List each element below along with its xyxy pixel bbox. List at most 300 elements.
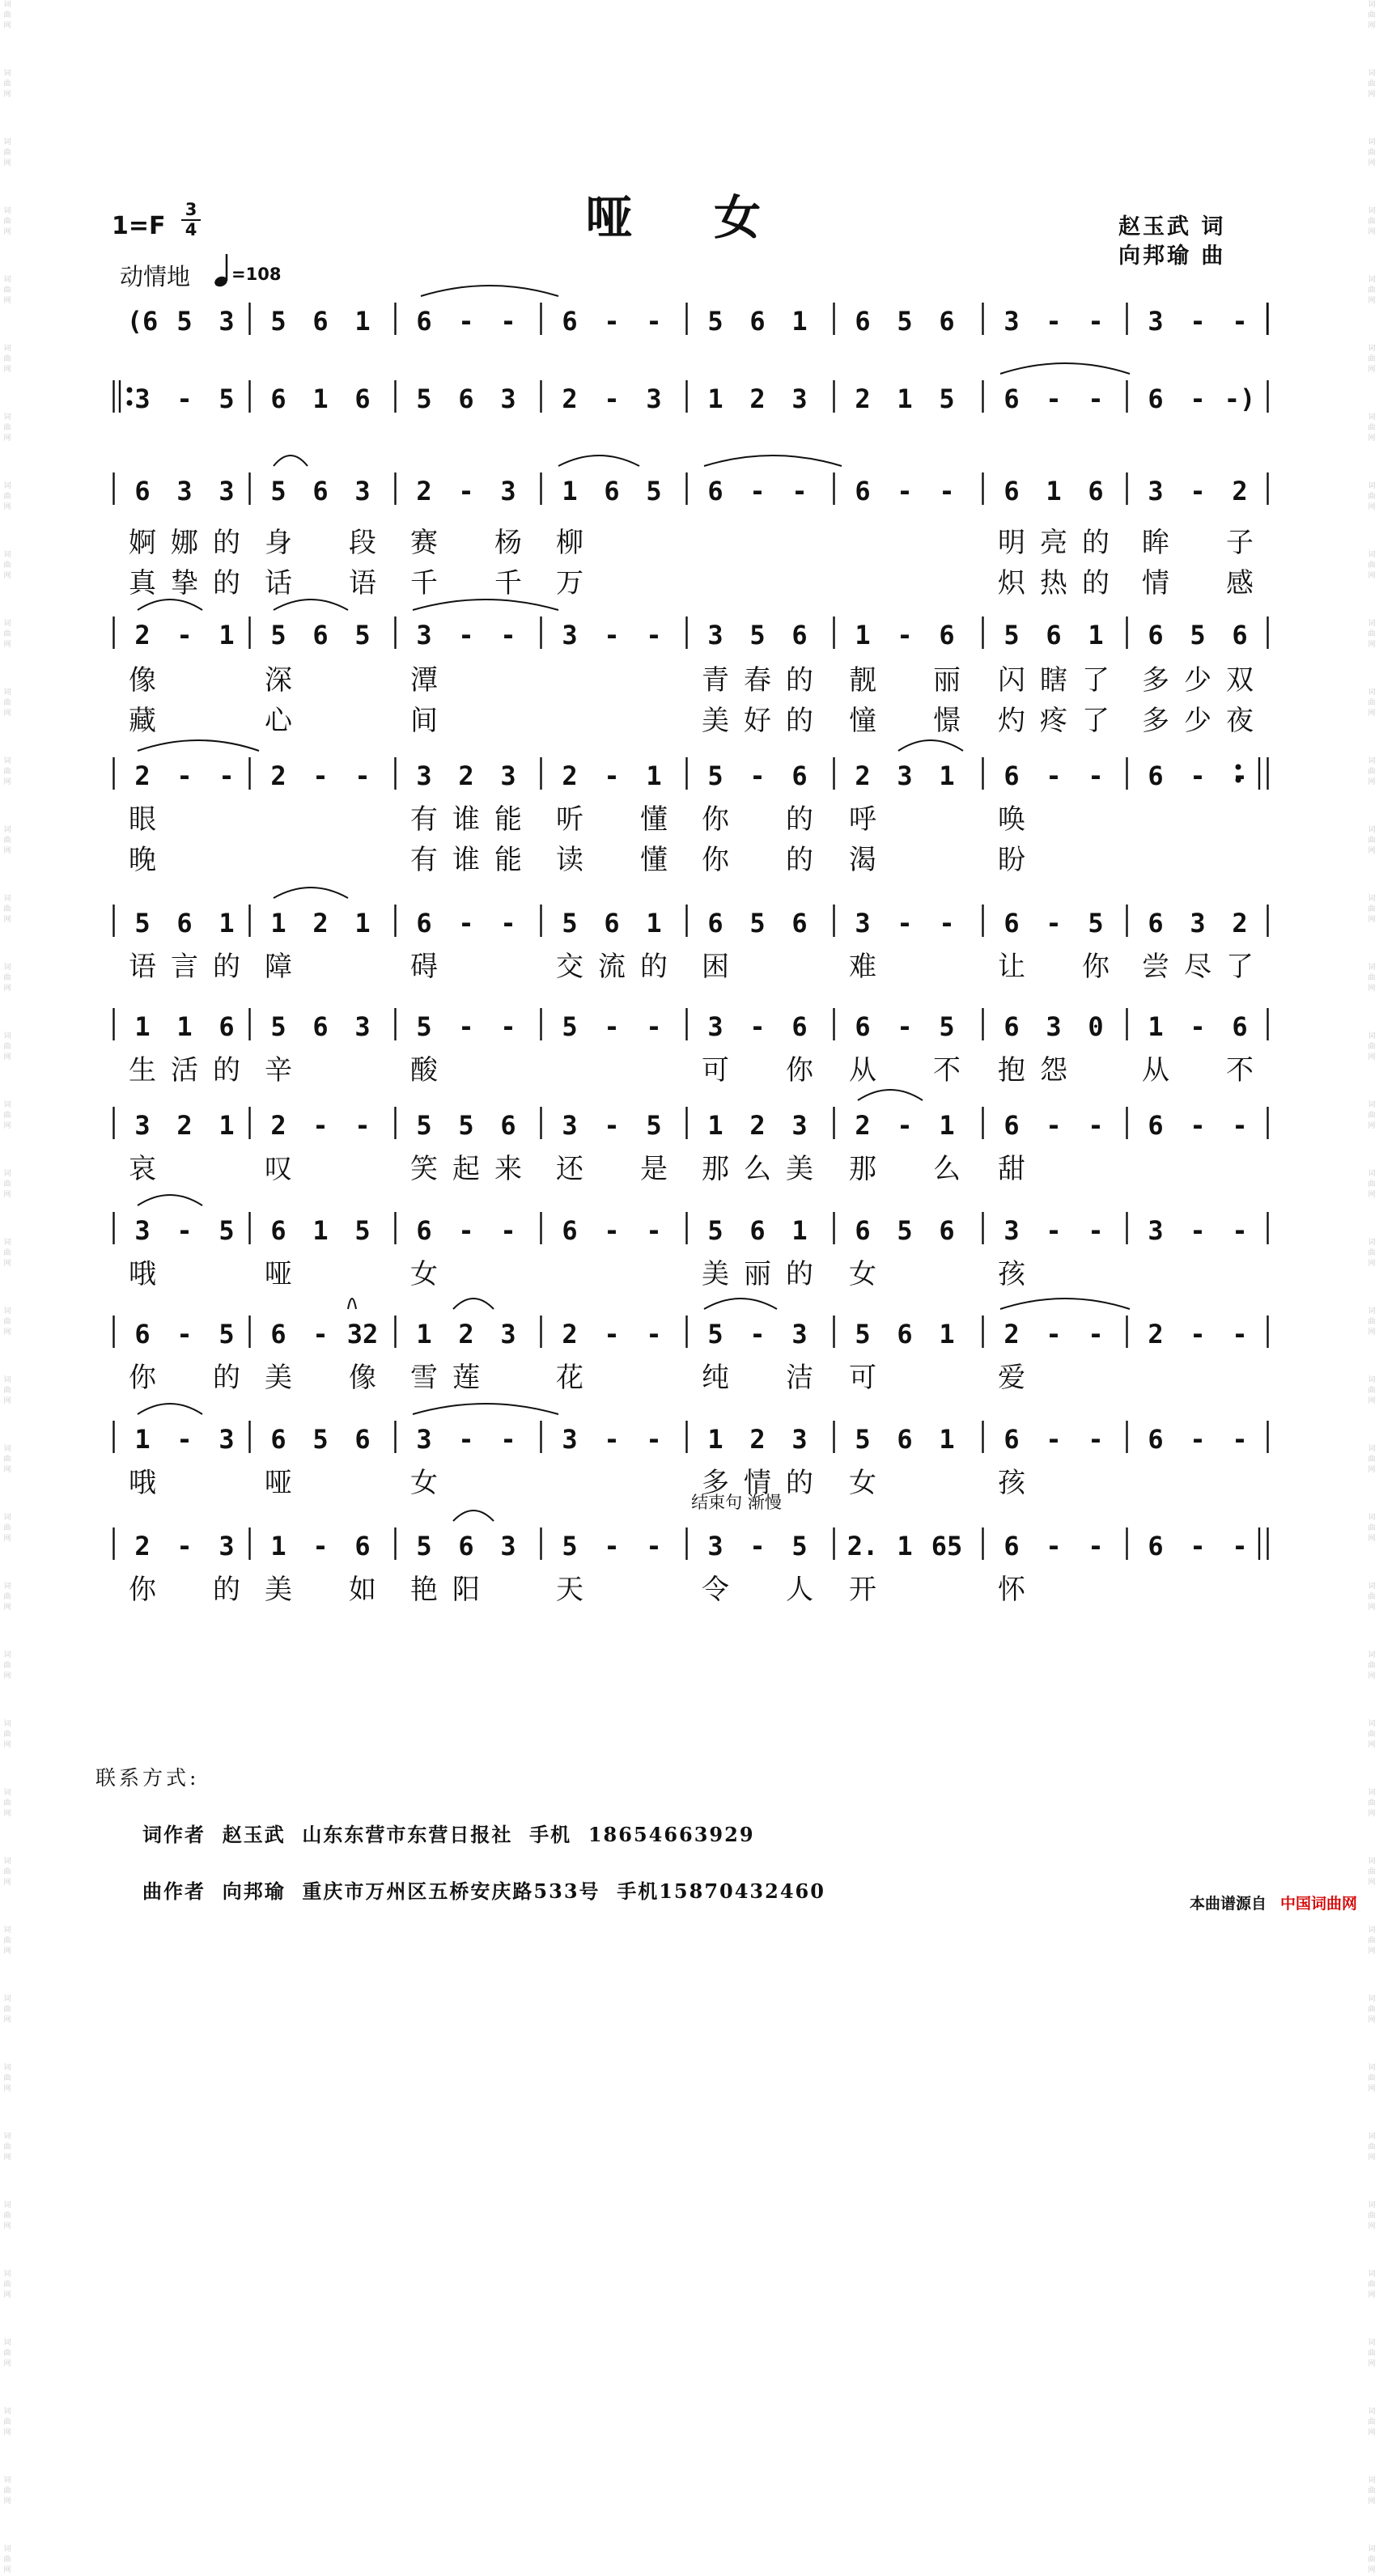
note: 6 (604, 908, 620, 938)
sustain-dash: - (176, 1531, 193, 1561)
slur (1000, 363, 1130, 374)
slur (138, 600, 202, 610)
lyric-syllable: 的 (213, 567, 240, 600)
sustain-dash: - (1190, 306, 1206, 337)
watermark-text: 词 曲 网 (3, 1651, 11, 1680)
lyric-syllable: 碍 (410, 951, 438, 983)
lyric-syllable: 障 (265, 951, 292, 983)
sustain-dash: - (749, 1531, 766, 1561)
watermark-text: 词 曲 网 (3, 1307, 11, 1337)
note: 6 (749, 306, 766, 337)
lyric-syllable: 子 (1226, 527, 1254, 559)
slur (138, 740, 259, 751)
note: 5 (707, 761, 723, 791)
watermark-text: 词 曲 网 (3, 1995, 11, 2024)
lyric-syllable: 你 (786, 1054, 813, 1087)
sustain-dash: - (458, 1011, 474, 1042)
lyric-syllable: 有 (410, 803, 438, 836)
sustain-dash: - (1190, 1011, 1206, 1042)
lyric-syllable: 天 (556, 1574, 583, 1606)
lyric-syllable: 孩 (998, 1467, 1025, 1499)
sustain-dash: - (1190, 383, 1206, 414)
lyric-syllable: 你 (702, 844, 729, 876)
sustain-dash: - (749, 476, 766, 506)
note: 3 (354, 1011, 371, 1042)
note: -) (1224, 383, 1256, 414)
sustain-dash: - (897, 908, 913, 938)
lyric-syllable: 语 (349, 567, 376, 600)
note: 1 (416, 1319, 432, 1349)
note: 6 (855, 476, 871, 506)
lyric-syllable: 藏 (129, 705, 156, 737)
sustain-dash: - (1046, 1319, 1062, 1349)
note: 0 (1088, 1011, 1104, 1042)
note: 1 (134, 1424, 151, 1455)
watermark-text: 词 曲 网 (1368, 1651, 1376, 1680)
watermark-text: 词 曲 网 (1368, 1376, 1376, 1405)
note: 2 (1232, 908, 1248, 938)
note: 5 (270, 476, 286, 506)
lyric-syllable: 潭 (410, 664, 438, 697)
slur (704, 1299, 777, 1309)
sustain-dash: - (749, 1319, 766, 1349)
lyric-syllable: 辛 (265, 1054, 292, 1087)
watermark-text: 词 曲 网 (1368, 2133, 1376, 2162)
note: 5 (176, 306, 193, 337)
sustain-dash: - (458, 476, 474, 506)
note: 2 (134, 761, 151, 791)
lyric-syllable: 了 (1226, 951, 1254, 983)
lyric-syllable: 谁 (452, 803, 480, 836)
watermark-text: 词 曲 网 (1368, 70, 1376, 99)
lyric-syllable: 少 (1184, 664, 1211, 697)
watermark-text: 词 曲 网 (1368, 2064, 1376, 2093)
lyric-syllable: 交 (556, 951, 583, 983)
lyric-syllable: 让 (998, 951, 1025, 983)
lyric-syllable: 还 (556, 1153, 583, 1185)
lyric-syllable: 爱 (998, 1362, 1025, 1394)
sustain-dash: - (1232, 1531, 1248, 1561)
watermark-text: 词 曲 网 (3, 1376, 11, 1405)
sustain-dash: - (646, 1215, 662, 1246)
note: 3 (134, 1110, 151, 1141)
note: 5 (458, 1110, 474, 1141)
lyric-syllable: 闪 (998, 664, 1025, 697)
lyric-syllable: 万 (556, 567, 583, 600)
note: 6 (1003, 383, 1020, 414)
slur (138, 1404, 202, 1414)
lyric-syllable: 语 (129, 951, 156, 983)
slur (558, 455, 639, 466)
lyric-syllable: 美 (265, 1362, 292, 1394)
note: 6 (1003, 1424, 1020, 1455)
note: 2 (855, 383, 871, 414)
sustain-dash: - (749, 761, 766, 791)
note: 3 (855, 908, 871, 938)
lyric-syllable: 青 (702, 664, 729, 697)
lyric-syllable: 美 (702, 1258, 729, 1290)
note: 3 (219, 1424, 235, 1455)
sustain-dash: - (312, 1319, 329, 1349)
watermark-text: 词 曲 网 (1368, 620, 1376, 649)
note: 6 (707, 908, 723, 938)
contact-heading: 联系方式: (95, 1766, 200, 1790)
note: 1 (270, 1531, 286, 1561)
note: 3 (707, 1011, 723, 1042)
sustain-dash: - (604, 1424, 620, 1455)
watermark-text: 词 曲 网 (3, 207, 11, 236)
sustain-dash: - (1190, 1319, 1206, 1349)
sustain-dash: - (897, 476, 913, 506)
time-signature-lower: 4 (185, 220, 197, 239)
note: 5 (562, 908, 578, 938)
note: 3 (646, 383, 662, 414)
note: 6 (1088, 476, 1104, 506)
note: 3 (500, 476, 516, 506)
watermark-text: 词 曲 网 (1368, 345, 1376, 374)
sustain-dash: - (604, 1319, 620, 1349)
composer-credit: 向邦瑜 曲 (1118, 244, 1226, 269)
lyric-syllable: 千 (494, 567, 522, 600)
note: 6 (855, 1215, 871, 1246)
note: 1 (312, 1215, 329, 1246)
note: 3 (500, 383, 516, 414)
note: 5 (939, 383, 955, 414)
note: 3 (176, 476, 193, 506)
watermark-text: 词 曲 网 (3, 276, 11, 305)
lyric-syllable: 真 (129, 567, 156, 600)
sustain-dash: - (897, 620, 913, 650)
watermark-text: 词 曲 网 (3, 345, 11, 374)
note: 6 (134, 476, 151, 506)
note: 5 (707, 1319, 723, 1349)
sustain-dash: - (500, 620, 516, 650)
lyric-syllable: 炽 (998, 567, 1025, 600)
lyricist-credit: 赵玉武 词 (1118, 214, 1226, 239)
watermark-text: 词 曲 网 (3, 1926, 11, 1955)
slur (1000, 1299, 1130, 1309)
note: 5 (270, 306, 286, 337)
note: 3 (219, 306, 235, 337)
note: 6 (1046, 620, 1062, 650)
note: 1 (939, 761, 955, 791)
lyric-syllable: 么 (933, 1153, 961, 1185)
lyric-syllable: 灼 (998, 705, 1025, 737)
note: 2 (458, 1319, 474, 1349)
lyric-syllable: 不 (933, 1054, 961, 1087)
note: 1 (1148, 1011, 1164, 1042)
sustain-dash: - (1088, 1110, 1104, 1141)
sustain-dash: - (897, 1110, 913, 1141)
lyric-syllable: 像 (349, 1362, 376, 1394)
lyric-syllable: 疼 (1040, 705, 1067, 737)
watermark-text: 词 曲 网 (1368, 138, 1376, 167)
lyric-syllable: 艳 (410, 1574, 438, 1606)
note: 2 (855, 1110, 871, 1141)
note: 3 (897, 761, 913, 791)
note: 1 (707, 1424, 723, 1455)
watermark-text: 词 曲 网 (1368, 2476, 1376, 2506)
note: 6 (562, 306, 578, 337)
lyric-syllable: 女 (410, 1258, 438, 1290)
watermark-text: 词 曲 网 (3, 2408, 11, 2437)
sustain-dash: - (646, 1011, 662, 1042)
lyric-syllable: 从 (849, 1054, 876, 1087)
slur (348, 1299, 356, 1309)
lyric-syllable: 感 (1226, 567, 1254, 600)
slur (138, 1195, 202, 1205)
lyric-syllable: 晚 (129, 844, 156, 876)
note: 6 (1148, 1110, 1164, 1141)
note: 6 (312, 620, 329, 650)
note: 6 (1003, 476, 1020, 506)
watermark-text: 词 曲 网 (1368, 2339, 1376, 2368)
watermark-text: 词 曲 网 (1368, 207, 1376, 236)
watermark-text: 词 曲 网 (3, 620, 11, 649)
note: 2 (749, 383, 766, 414)
sustain-dash: - (646, 1319, 662, 1349)
note: 6 (897, 1319, 913, 1349)
lyric-syllable: 可 (702, 1054, 729, 1087)
watermark-text: 词 曲 网 (3, 482, 11, 511)
slur (413, 600, 558, 610)
note: 5 (416, 1110, 432, 1141)
time-signature-upper: 3 (181, 201, 201, 221)
watermark-text: 词 曲 网 (3, 70, 11, 99)
lyric-syllable: 的 (640, 951, 668, 983)
sustain-dash: - (604, 1531, 620, 1561)
watermark-text: 词 曲 网 (1368, 2270, 1376, 2299)
note: 5 (791, 1531, 808, 1561)
note: 6 (1003, 1110, 1020, 1141)
note: 2 (562, 761, 578, 791)
note: 6 (897, 1424, 913, 1455)
note: 6 (354, 1531, 371, 1561)
note: 3 (416, 1424, 432, 1455)
repeat-dot (127, 388, 133, 393)
note: 6 (176, 908, 193, 938)
sustain-dash: - (176, 761, 193, 791)
sustain-dash: - (176, 620, 193, 650)
note: 6 (1003, 1011, 1020, 1042)
lyric-syllable: 纯 (702, 1362, 729, 1394)
lyric-syllable: 能 (494, 844, 522, 876)
note: 3 (500, 1531, 516, 1561)
sustain-dash: - (1232, 1215, 1248, 1246)
note: 5 (897, 1215, 913, 1246)
lyric-syllable: 的 (213, 951, 240, 983)
key-signature: 1=F (112, 212, 166, 240)
note: 1 (219, 620, 235, 650)
watermark-text: 词 曲 网 (1368, 1239, 1376, 1268)
slur (274, 888, 348, 898)
lyric-syllable: 那 (849, 1153, 876, 1185)
sustain-dash: - (1190, 761, 1206, 791)
sustain-dash: - (1088, 1531, 1104, 1561)
note: 3 (219, 476, 235, 506)
lyric-syllable: 令 (702, 1574, 729, 1606)
note: 6 (791, 1011, 808, 1042)
lyric-syllable: 娜 (171, 527, 198, 559)
note: 6 (312, 306, 329, 337)
lyric-syllable: 言 (171, 951, 198, 983)
lyric-syllable: 少 (1184, 705, 1211, 737)
note: 6 (562, 1215, 578, 1246)
note: 3 (500, 761, 516, 791)
sustain-dash: - (1232, 761, 1248, 791)
note: 3 (500, 1319, 516, 1349)
watermark-text: 词 曲 网 (3, 1, 11, 30)
watermark-text: 词 曲 网 (3, 757, 11, 786)
sustain-dash: - (458, 620, 474, 650)
note: 6 (939, 306, 955, 337)
note: 6 (1148, 1424, 1164, 1455)
note: 6 (270, 1215, 286, 1246)
lyric-syllable: 话 (265, 567, 292, 600)
lyric-syllable: 的 (213, 1574, 240, 1606)
lyric-syllable: 的 (213, 527, 240, 559)
lyric-syllable: 杨 (494, 527, 522, 559)
sustain-dash: - (500, 306, 516, 337)
tempo-bpm: =108 (231, 265, 282, 284)
note: 5 (562, 1531, 578, 1561)
note: 1 (354, 908, 371, 938)
sustain-dash: - (176, 1319, 193, 1349)
note: 1 (707, 383, 723, 414)
sustain-dash: - (1046, 306, 1062, 337)
note: 5 (646, 1110, 662, 1141)
note: 5 (707, 306, 723, 337)
lyric-syllable: 哦 (129, 1258, 156, 1290)
watermark-text: 词 曲 网 (3, 2201, 11, 2231)
note: 3 (562, 1110, 578, 1141)
repeat-dot (127, 400, 133, 406)
watermark-text: 词 曲 网 (3, 413, 11, 443)
sustain-dash: - (791, 476, 808, 506)
note: 6 (855, 1011, 871, 1042)
sustain-dash: - (646, 306, 662, 337)
note: 2 (458, 761, 474, 791)
watermark-text: 词 曲 网 (1368, 1789, 1376, 1818)
note: 3 (791, 1319, 808, 1349)
note: 2 (1148, 1319, 1164, 1349)
watermark-text: 词 曲 网 (3, 1032, 11, 1061)
sustain-dash: - (1088, 1215, 1104, 1246)
note: 5 (939, 1011, 955, 1042)
sustain-dash: - (1190, 1110, 1206, 1141)
lyric-syllable: 懂 (640, 844, 668, 876)
lyric-syllable: 深 (265, 664, 292, 697)
sustain-dash: - (500, 1215, 516, 1246)
lyric-syllable: 的 (213, 1362, 240, 1394)
note: 3 (134, 1215, 151, 1246)
sustain-dash: - (1232, 1424, 1248, 1455)
lyric-syllable: 那 (702, 1153, 729, 1185)
watermark-text: 词 曲 网 (1368, 1445, 1376, 1474)
lyric-syllable: 莲 (452, 1362, 480, 1394)
lyric-syllable: 多 (702, 1467, 729, 1499)
sustain-dash: - (897, 1011, 913, 1042)
watermark-text: 词 曲 网 (1368, 1307, 1376, 1337)
watermark-text: 词 曲 网 (3, 1582, 11, 1612)
note: 3 (1148, 1215, 1164, 1246)
sustain-dash: - (312, 1110, 329, 1141)
sustain-dash: - (1088, 383, 1104, 414)
note: 6 (707, 476, 723, 506)
note: 5 (416, 1011, 432, 1042)
watermark-text: 词 曲 网 (1368, 2408, 1376, 2437)
sustain-dash: - (219, 761, 235, 791)
lyric-syllable: 开 (849, 1574, 876, 1606)
lyric-syllable: 流 (598, 951, 626, 983)
lyric-syllable: 么 (744, 1153, 771, 1185)
note: 6 (1148, 761, 1164, 791)
footer-source-label: 本曲谱源自 (1190, 1895, 1267, 1913)
lyric-syllable: 酸 (410, 1054, 438, 1087)
note: 6 (312, 476, 329, 506)
watermark-text: 词 曲 网 (1368, 413, 1376, 443)
note: 3 (707, 620, 723, 650)
lyric-syllable: 瞎 (1040, 664, 1067, 697)
lyricist-contact: 词作者 赵玉武 山东东营市东营日报社 手机 18654663929 (142, 1823, 755, 1846)
sustain-dash: - (646, 1531, 662, 1561)
slur (413, 1404, 558, 1414)
lyric-syllable: 情 (744, 1467, 771, 1499)
note: 1 (646, 761, 662, 791)
note: 2 (176, 1110, 193, 1141)
sustain-dash: - (604, 761, 620, 791)
lyric-syllable: 亮 (1040, 527, 1067, 559)
note: (6 (126, 306, 159, 337)
sustain-dash: - (1046, 1110, 1062, 1141)
lyric-syllable: 叹 (265, 1153, 292, 1185)
note: 2 (416, 476, 432, 506)
lyric-syllable: 多 (1142, 664, 1169, 697)
note: 6 (791, 620, 808, 650)
note: 6 (939, 1215, 955, 1246)
watermark-text: 词 曲 网 (1368, 826, 1376, 855)
note: 5 (897, 306, 913, 337)
note: 2 (562, 1319, 578, 1349)
lyric-syllable: 有 (410, 844, 438, 876)
note: 6 (1148, 620, 1164, 650)
watermark-text: 词 曲 网 (1368, 1170, 1376, 1199)
note: 2 (855, 761, 871, 791)
lyric-syllable: 憬 (933, 705, 961, 737)
watermark-text: 词 曲 网 (1368, 276, 1376, 305)
note: 2 (1232, 476, 1248, 506)
watermark-text: 词 曲 网 (1368, 1582, 1376, 1612)
note: 5 (219, 1215, 235, 1246)
note: 2 (312, 908, 329, 938)
note: 3 (1190, 908, 1206, 938)
sustain-dash: - (1232, 306, 1248, 337)
ending-annotation: 结束句 渐慢 (691, 1493, 782, 1512)
note: 6 (1003, 1531, 1020, 1561)
watermark-text: 词 曲 网 (3, 2545, 11, 2574)
note: 5 (354, 620, 371, 650)
lyric-syllable: 怨 (1040, 1054, 1067, 1087)
note: 6 (1148, 1531, 1164, 1561)
note: 6 (416, 306, 432, 337)
watermark-text: 词 曲 网 (1368, 1858, 1376, 1887)
watermark-text: 词 曲 网 (3, 895, 11, 924)
watermark-text: 词 曲 网 (1368, 757, 1376, 786)
lyric-syllable: 你 (129, 1574, 156, 1606)
watermark-text: 词 曲 网 (1368, 551, 1376, 580)
note: 6 (1232, 620, 1248, 650)
lyric-syllable: 多 (1142, 705, 1169, 737)
